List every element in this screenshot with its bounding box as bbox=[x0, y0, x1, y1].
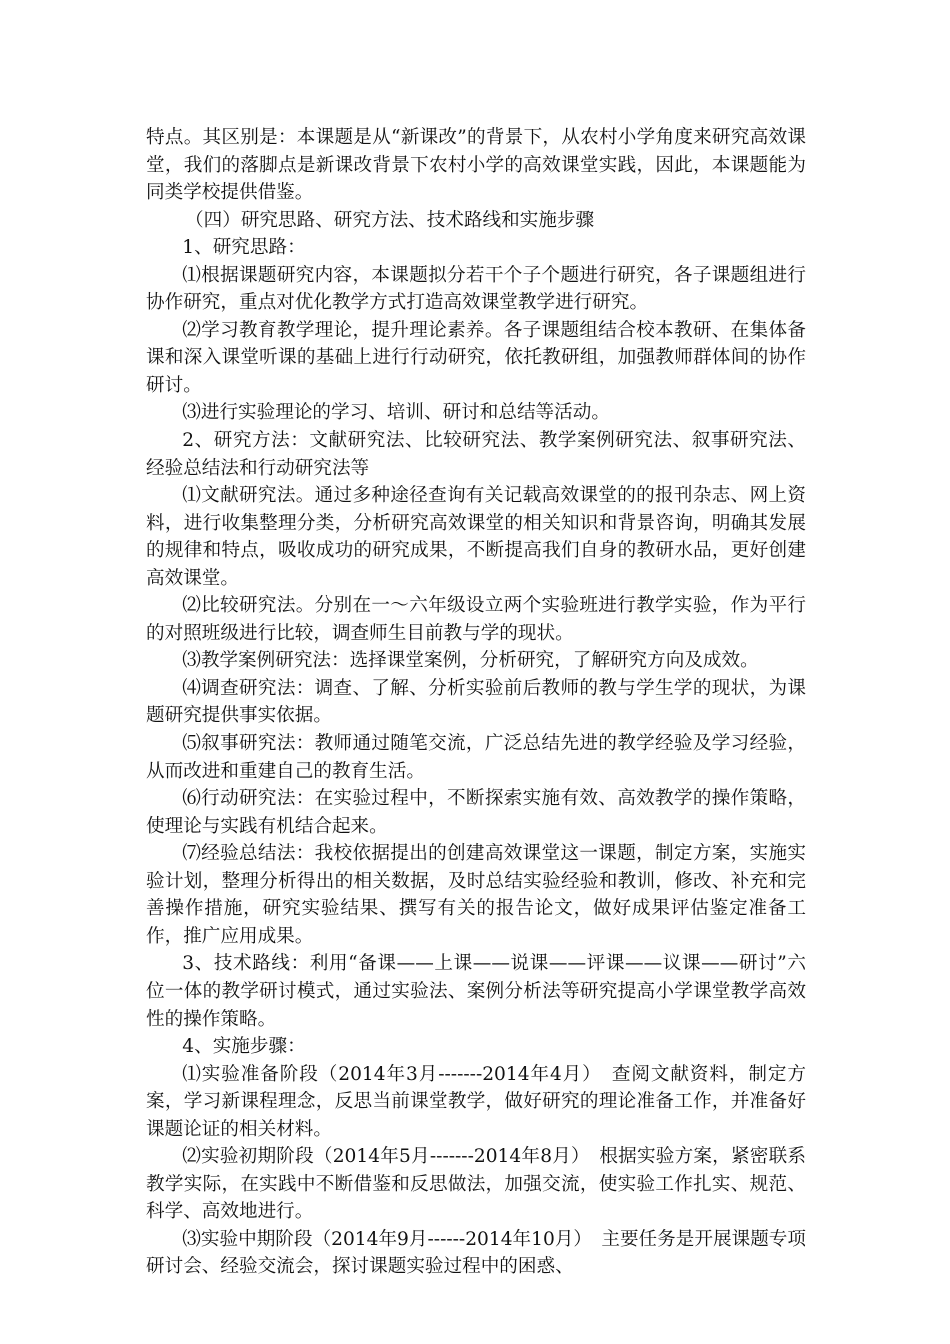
paragraph-technical-route: 3、技术路线：利用“备课——上课——说课——评课——议课——研讨”六位一体的教学研讨模式，通过实验法、案例分析法等研究提高小学课堂教学高效性的操作策略。 bbox=[146, 953, 806, 1030]
paragraph-step-1: ⑴实验准备阶段（2014年3月-------2014年4月） 查阅文献资料，制定方案，学习新课程理念，反思当前课堂教学，做好研究的理论准备工作，并准备好课题论证的相关材料。 bbox=[146, 1063, 806, 1140]
subheading-research-ideas: 1、研究思路： bbox=[182, 237, 306, 259]
paragraph-step-2: ⑵实验初期阶段（2014年5月-------2014年8月） 根据实验方案，紧密联系教学实际，在实践中不断借鉴和反思做法，加强交流，使实验工作扎实、规范、科学、高效地进行。 bbox=[146, 1146, 806, 1223]
section-heading-4: （四）研究思路、研究方法、技术路线和实施步骤 bbox=[185, 209, 595, 231]
paragraph-method-3: ⑶教学案例研究法：选择课堂案例，分析研究，了解研究方向及成效。 bbox=[182, 650, 759, 672]
paragraph-method-4: ⑷调查研究法：调查、了解、分析实验前后教师的教与学生学的现状，为课题研究提供事实依据。 bbox=[146, 677, 806, 727]
subheading-research-methods: 2、研究方法：文献研究法、比较研究法、教学案例研究法、叙事研究法、经验总结法和行动研究法等 bbox=[146, 430, 806, 479]
paragraph-method-5: ⑸叙事研究法：教师通过随笔交流，广泛总结先进的教学经验及学习经验，从而改进和重建自己的教育生活。 bbox=[146, 733, 806, 782]
paragraph-method-2: ⑵比较研究法。分别在一～六年级设立两个实验班进行教学实验，作为平行的对照班级进行比较，调查师生目前教与学的现状。 bbox=[146, 595, 806, 644]
subheading-implementation-steps: 4、实施步骤： bbox=[182, 1036, 306, 1058]
paragraph-idea-2: ⑵学习教育教学理论，提升理论素养。各子课题组结合校本教研、在集体备课和深入课堂听课的基础上进行行动研究，依托教研组，加强教师群体间的协作研讨。 bbox=[146, 319, 806, 396]
paragraph-step-3: ⑶实验中期阶段（2014年9月------2014年10月） 主要任务是开展课题专项研讨会、经验交流会，探讨课题实验过程中的困惑、 bbox=[146, 1228, 806, 1278]
paragraph-idea-3: ⑶进行实验理论的学习、培训、研讨和总结等活动。 bbox=[182, 402, 610, 424]
paragraph-method-1: ⑴文献研究法。通过多种途径查询有关记载高效课堂的的报刊杂志、网上资料，进行收集整理分类，分析研究高效课堂的相关知识和背景咨询，明确其发展的规律和特点，吸收成功的研究成果，不断提高我们自身的教研水品，更好创建高效课堂。 bbox=[146, 485, 806, 589]
paragraph-idea-1: ⑴根据课题研究内容，本课题拟分若干个子个题进行研究，各子课题组进行协作研究，重点对优化教学方式打造高效课堂教学进行研究。 bbox=[146, 264, 806, 314]
paragraph-method-7: ⑺经验总结法：我校依据提出的创建高效课堂这一课题，制定方案，实施实验计划，整理分析得出的相关数据，及时总结实验经验和教训，修改、补充和完善操作措施，研究实验结果、撰写有关的报告论文，做好成果评估鉴定准备工作，推广应用成果。 bbox=[146, 843, 806, 947]
document-page bbox=[146, 124, 806, 1281]
paragraph-intro-features: 特点。其区别是：本课题是从“新课改”的背景下，从农村小学角度来研究高效课堂，我们的落脚点是新课改背景下农村小学的高效课堂实践，因此，本课题能为同类学校提供借鉴。 bbox=[146, 127, 806, 204]
paragraph-method-6: ⑹行动研究法：在实验过程中，不断探索实施有效、高效教学的操作策略，使理论与实践有机结合起来。 bbox=[146, 788, 806, 837]
